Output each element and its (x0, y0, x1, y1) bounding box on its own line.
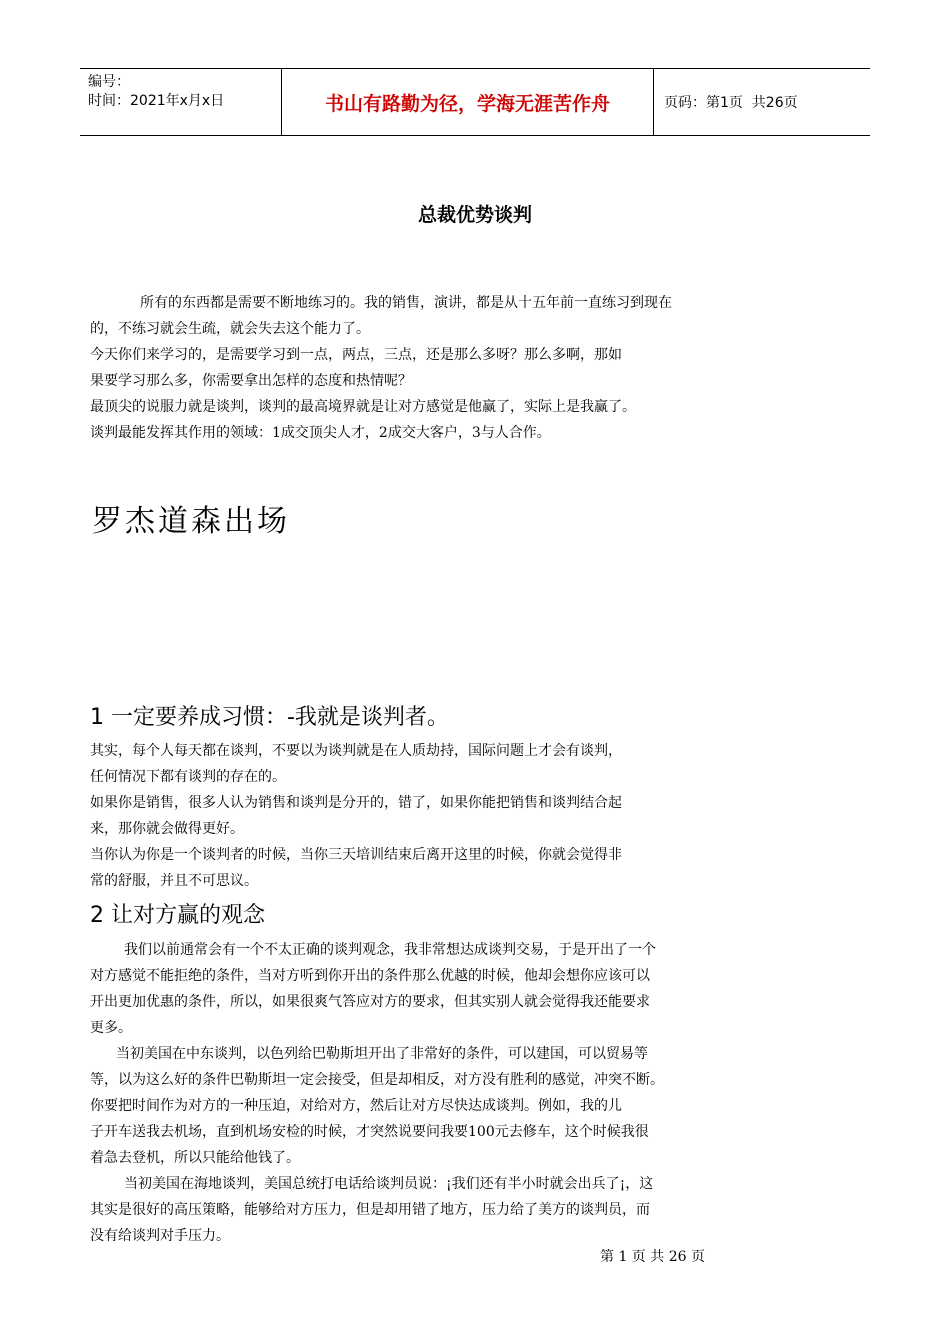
section1-body (90, 738, 790, 894)
body-line: 当初美国在海地谈判，美国总统打电话给谈判员说：¡我们还有半小时就会出兵了¡，这 (124, 1176, 654, 1192)
body-line: 更多。 (90, 1020, 132, 1036)
doc-number-label: 编号： (88, 74, 130, 90)
page-header (80, 68, 870, 136)
document-title: 总裁优势谈判 (417, 204, 532, 226)
body-line: 我们以前通常会有一个不太正确的谈判观念，我非常想达成谈判交易，于是开出了一个 (124, 942, 656, 958)
body-line: 子开车送我去机场，直到机场安检的时候，才突然说要问我要100元去修车，这个时候我很 (90, 1124, 649, 1140)
body-line: 如果你是销售，很多人认为销售和谈判是分开的，错了，如果你能把销售和谈判结合起 (90, 795, 622, 811)
section-heading-1: 1 一定要养成习惯：-我就是谈判者。 (90, 705, 449, 730)
body-line: 来，那你就会做得更好。 (90, 821, 244, 837)
body-line: 你要把时间作为对方的一种压迫，对给对方，然后让对方尽快达成谈判。例如，我的儿 (90, 1098, 622, 1114)
page-info-text: 页码：第1页 共26页 (664, 95, 798, 111)
section2-body (90, 937, 780, 1249)
section-heading-2: 2 让对方赢的观念 (90, 903, 265, 928)
body-line: 任何情况下都有谈判的存在的。 (90, 769, 286, 785)
intro-line: 所有的东西都是需要不断地练习的。我的销售，演讲，都是从十五年前一直练习到现在 (140, 295, 672, 311)
intro-line: 果要学习那么多，你需要拿出怎样的态度和热情呢？ (90, 373, 412, 389)
body-line: 对方感觉不能拒绝的条件，当对方听到你开出的条件那么优越的时候，他却会想你应该可以 (90, 968, 650, 984)
body-line: 其实是很好的高压策略，能够给对方压力，但是却用错了地方，压力给了美方的谈判员，而 (90, 1202, 650, 1218)
header-motto: 书山有路勤为径，学海无涯苦作舟 (282, 69, 654, 135)
header-page-info (654, 69, 870, 135)
intro-line: 今天你们来学习的，是需要学习到一点，两点，三点，还是那么多呀？那么多啊，那如 (90, 347, 622, 363)
intro-line: 的，不练习就会生疏，就会失去这个能力了。 (90, 321, 370, 337)
intro-block (90, 290, 790, 446)
body-line: 等，以为这么好的条件巴勒斯坦一定会接受，但是却相反，对方没有胜利的感觉，冲突不断。 (90, 1072, 664, 1088)
body-line: 没有给谈判对手压力。 (90, 1228, 230, 1244)
body-line: 常的舒服，并且不可思议。 (90, 873, 258, 889)
body-line: 着急去登机，所以只能给他钱了。 (90, 1150, 300, 1166)
page-footer: 第 1 页 共 26 页 (600, 1249, 705, 1265)
body-line: 其实，每个人每天都在谈判，不要以为谈判就是在人质劫持，国际问题上才会有谈判， (90, 743, 622, 759)
header-meta (80, 69, 282, 135)
body-line: 当初美国在中东谈判，以色列给巴勒斯坦开出了非常好的条件，可以建国，可以贸易等 (116, 1046, 648, 1062)
body-line: 当你认为你是一个谈判者的时候，当你三天培训结束后离开这里的时候，你就会觉得非 (90, 847, 622, 863)
body-line: 开出更加优惠的条件，所以，如果很爽气答应对方的要求，但其实别人就会觉得我还能要求 (90, 994, 650, 1010)
doc-date: 时间：2021年x月x日 (88, 93, 225, 109)
intro-line: 最顶尖的说服力就是谈判，谈判的最高境界就是让对方感觉是他赢了，实际上是我赢了。 (90, 399, 636, 415)
handwritten-heading: 罗杰道森出场 (92, 504, 290, 539)
intro-line: 谈判最能发挥其作用的领域：1成交顶尖人才，2成交大客户，3与人合作。 (90, 425, 551, 441)
